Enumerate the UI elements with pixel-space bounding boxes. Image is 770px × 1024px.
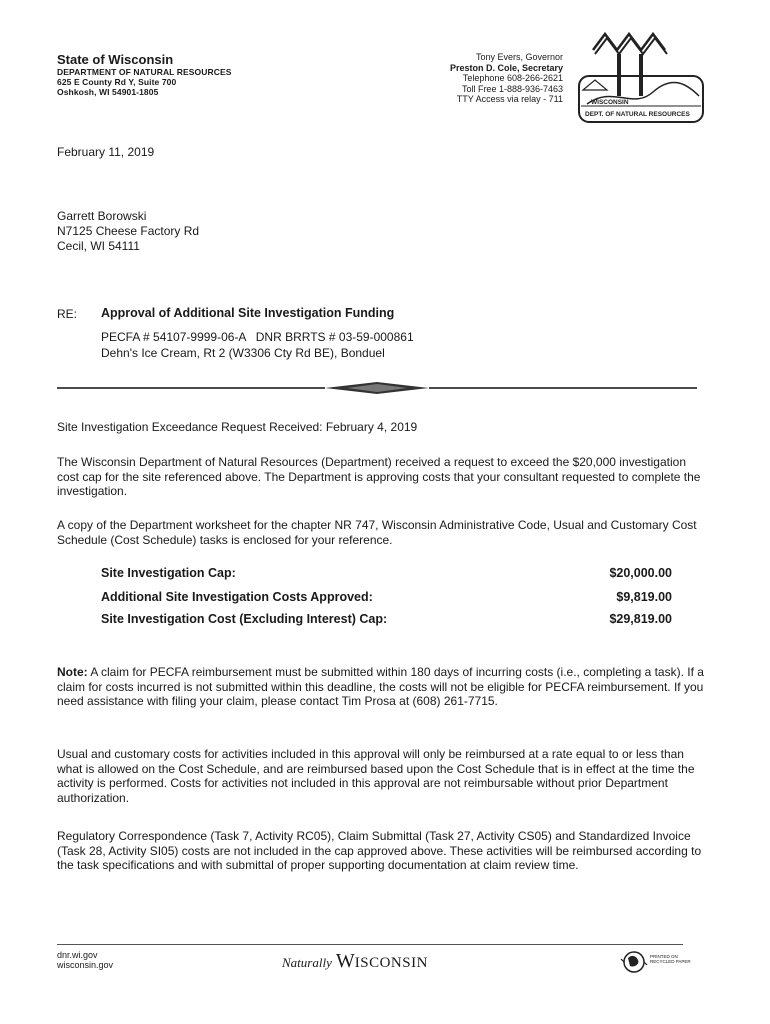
paragraph-3: Usual and customary costs for activities included in this approval will only be reimbursed at a rate equal to or less than what is allowed on the Cost Schedule, and are reimbursed based upon the Cost Schedule that is in effect at the time the activity is performed. Costs for activities not included in this approval are not reimbursable without prior Department authorization. <box>57 747 695 805</box>
recipient-city: Cecil, WI 54111 <box>57 239 140 253</box>
dnr-logo <box>573 30 705 124</box>
letterhead-right <box>373 52 563 105</box>
footer-dnr-site: dnr.wi.gov <box>57 950 98 960</box>
note-text: A claim for PECFA reimbursement must be submitted within 180 days of incurring costs (i.e., completing a task). If a claim for costs incurred is not submitted within this deadline, the costs will not be eligible for PECFA reimbursement. If you need assistance with filing your claim, please contact Tim Prosa at (608) 261-7715. <box>57 665 704 708</box>
wisconsin-rest: ISCONSIN <box>354 955 428 971</box>
address-line-2: Oshkosh, WI 54901-1805 <box>57 87 159 97</box>
naturally-wisconsin <box>282 950 428 973</box>
re-line-2: Dehn's Ice Cream, Rt 2 (W3306 Cty Rd BE), Bonduel <box>101 346 385 360</box>
re-label: RE: <box>57 307 78 321</box>
toll-free: Toll Free 1-888-936-7463 <box>461 83 563 94</box>
cap-amount-1: $20,000.00 <box>609 566 672 580</box>
recycled-text: PRINTED ON RECYCLED PAPER <box>650 954 691 964</box>
note-paragraph <box>57 665 707 709</box>
footer-rule <box>57 944 683 945</box>
recipient-street: N7125 Cheese Factory Rd <box>57 224 200 238</box>
logo-line-1: WISCONSIN <box>591 99 629 106</box>
letterhead-left <box>57 52 232 97</box>
recipient-block <box>57 209 199 254</box>
section-divider <box>57 381 697 395</box>
letter-date: February 11, 2019 <box>57 145 155 159</box>
re-title: Approval of Additional Site Investigation Funding <box>101 306 395 320</box>
paragraph-2: A copy of the Department worksheet for the chapter NR 747, Wisconsin Administrative Code, Usual and Customary Cost Schedule (Cost Schedule) tasks is enclosed for your reference. <box>57 518 697 547</box>
paragraph-4: Regulatory Correspondence (Task 7, Activity RC05), Claim Submittal (Task 27, Activity CS05) and Standardized Invoice (Task 28, Activity SI05) costs are not included in the cap approved above. These activities will be reimbursed according to the task specifications and with submittal of proper supporting documentation at claim review time. <box>57 829 702 872</box>
recipient-name: Garrett Borowski <box>57 209 147 223</box>
governor: Tony Evers, Governor <box>475 52 563 62</box>
wisconsin-initial: W <box>335 950 355 972</box>
department-name: DEPARTMENT OF NATURAL RESOURCES <box>57 67 232 77</box>
re-line-1: PECFA # 54107-9999-06-A DNR BRRTS # 03-59-000861 <box>101 330 414 344</box>
footer-wisconsin-site: wisconsin.gov <box>57 960 114 970</box>
paragraph-1: The Wisconsin Department of Natural Resources (Department) received a request to exceed the $20,000 investigation cost cap for the site referenced above. The Department is approving costs that your consultant requested to complete the investigation. <box>57 455 701 498</box>
cap-label-1: Site Investigation Cap: <box>101 566 236 580</box>
dnr-logo-icon <box>573 30 705 124</box>
cap-label-3: Site Investigation Cost (Excluding Interest) Cap: <box>101 612 388 626</box>
secretary: Preston D. Cole, Secretary <box>449 62 563 73</box>
recycled-logo <box>620 950 700 974</box>
divider-ornament-icon <box>57 381 697 395</box>
naturally-word: Naturally <box>282 955 332 970</box>
cap-label-2: Additional Site Investigation Costs Approved: <box>101 590 373 604</box>
note-label: Note: <box>57 665 88 679</box>
address-line-1: 625 E County Rd Y, Suite 700 <box>57 77 177 87</box>
cap-amount-2: $9,819.00 <box>616 590 672 604</box>
request-received: Site Investigation Exceedance Request Received: February 4, 2019 <box>57 420 418 434</box>
telephone: Telephone 608-266-2621 <box>462 73 563 83</box>
logo-line-2: DEPT. OF NATURAL RESOURCES <box>585 111 690 118</box>
tty: TTY Access via relay - 711 <box>456 94 563 104</box>
footer-links <box>57 950 113 970</box>
state-name: State of Wisconsin <box>57 52 174 67</box>
cap-amount-3: $29,819.00 <box>609 612 672 626</box>
